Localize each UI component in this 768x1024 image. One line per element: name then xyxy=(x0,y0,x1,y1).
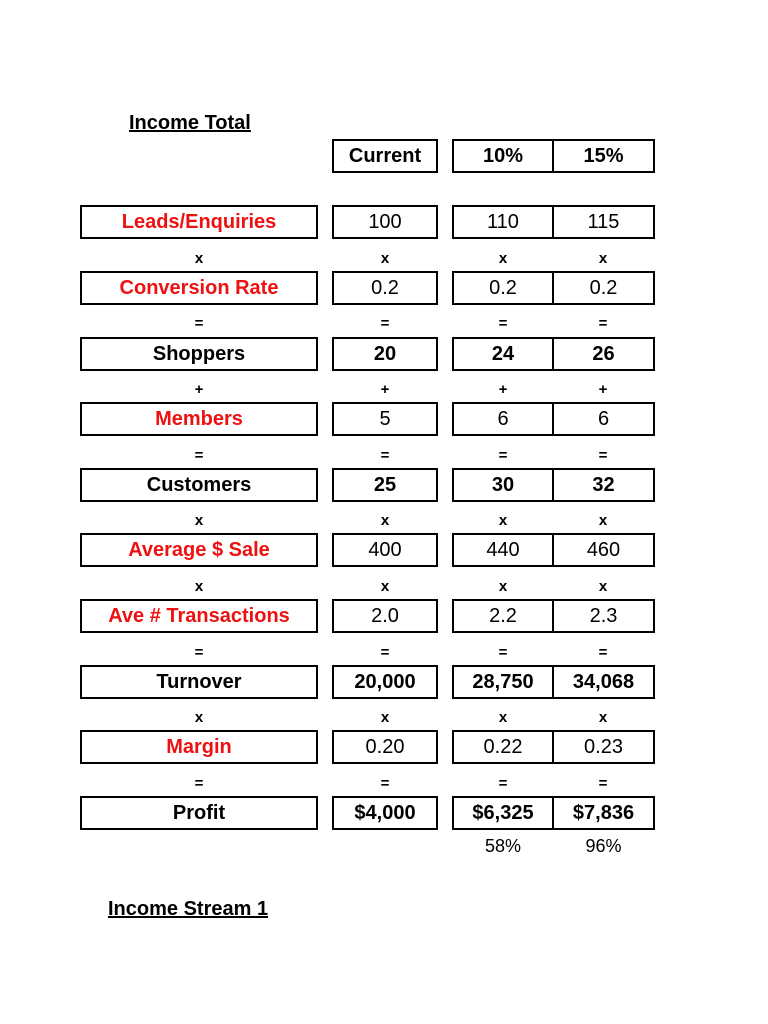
operator-symbol: x xyxy=(194,709,204,726)
row-label-leads-enquiries: Leads/Enquiries xyxy=(80,205,318,239)
value-cell-conversion-rate-col3: 0.2 xyxy=(552,271,655,305)
value-cell-members-col2: 6 xyxy=(452,402,554,436)
operator-symbol: = xyxy=(380,315,390,332)
operator-symbol: = xyxy=(498,644,508,661)
operator-symbol: x xyxy=(194,512,204,529)
operator-symbol: x xyxy=(598,512,608,529)
row-label-customers: Customers xyxy=(80,468,318,502)
operator-symbol: x xyxy=(380,250,390,267)
increase-note-15pct: 96% xyxy=(585,836,622,856)
value-cell-average-sale-col2: 440 xyxy=(452,533,554,567)
operator-symbol: x xyxy=(194,250,204,267)
value-cell-average-sale-col3: 460 xyxy=(552,533,655,567)
value-cell-leads-enquiries-col1: 100 xyxy=(332,205,438,239)
operator-symbol: + xyxy=(380,381,390,398)
operator-symbol: = xyxy=(194,447,204,464)
column-header-current: Current xyxy=(332,139,438,173)
row-label-members: Members xyxy=(80,402,318,436)
operator-symbol: x xyxy=(380,512,390,529)
row-label-profit: Profit xyxy=(80,796,318,830)
operator-symbol: = xyxy=(598,315,608,332)
value-cell-customers-col2: 30 xyxy=(452,468,554,502)
value-cell-shoppers-col1: 20 xyxy=(332,337,438,371)
value-cell-leads-enquiries-col2: 110 xyxy=(452,205,554,239)
row-label-shoppers: Shoppers xyxy=(80,337,318,371)
operator-symbol: = xyxy=(498,447,508,464)
operator-symbol: = xyxy=(380,775,390,792)
operator-symbol: x xyxy=(598,709,608,726)
value-cell-margin-col2: 0.22 xyxy=(452,730,554,764)
operator-symbol: = xyxy=(598,447,608,464)
operator-symbol: x xyxy=(194,578,204,595)
value-cell-conversion-rate-col2: 0.2 xyxy=(452,271,554,305)
operator-symbol: = xyxy=(498,315,508,332)
value-cell-profit-col2: $6,325 xyxy=(452,796,554,830)
operator-symbol: = xyxy=(380,447,390,464)
increase-note-10pct: 58% xyxy=(484,836,522,856)
value-cell-ave-transactions-col3: 2.3 xyxy=(552,599,655,633)
operator-symbol: = xyxy=(194,644,204,661)
value-cell-conversion-rate-col1: 0.2 xyxy=(332,271,438,305)
operator-symbol: x xyxy=(498,250,508,267)
operator-symbol: x xyxy=(598,578,608,595)
value-cell-ave-transactions-col2: 2.2 xyxy=(452,599,554,633)
operator-symbol: x xyxy=(380,578,390,595)
row-label-turnover: Turnover xyxy=(80,665,318,699)
value-cell-ave-transactions-col1: 2.0 xyxy=(332,599,438,633)
operator-symbol: = xyxy=(194,775,204,792)
value-cell-margin-col1: 0.20 xyxy=(332,730,438,764)
operator-symbol: = xyxy=(598,775,608,792)
row-label-ave-transactions: Ave # Transactions xyxy=(80,599,318,633)
value-cell-shoppers-col3: 26 xyxy=(552,337,655,371)
operator-symbol: x xyxy=(380,709,390,726)
value-cell-customers-col1: 25 xyxy=(332,468,438,502)
operator-symbol: = xyxy=(598,644,608,661)
value-cell-members-col3: 6 xyxy=(552,402,655,436)
value-cell-leads-enquiries-col3: 115 xyxy=(552,205,655,239)
row-label-average-sale: Average $ Sale xyxy=(80,533,318,567)
value-cell-profit-col3: $7,836 xyxy=(552,796,655,830)
value-cell-turnover-col1: 20,000 xyxy=(332,665,438,699)
operator-symbol: = xyxy=(194,315,204,332)
operator-symbol: x xyxy=(498,578,508,595)
value-cell-turnover-col3: 34,068 xyxy=(552,665,655,699)
column-header-10pct: 10% xyxy=(452,139,554,173)
value-cell-margin-col3: 0.23 xyxy=(552,730,655,764)
operator-symbol: = xyxy=(380,644,390,661)
operator-symbol: = xyxy=(498,775,508,792)
operator-symbol: + xyxy=(194,381,204,398)
operator-symbol: x xyxy=(498,512,508,529)
income-total-heading: Income Total xyxy=(129,112,251,134)
value-cell-customers-col3: 32 xyxy=(552,468,655,502)
value-cell-turnover-col2: 28,750 xyxy=(452,665,554,699)
value-cell-profit-col1: $4,000 xyxy=(332,796,438,830)
operator-symbol: + xyxy=(598,381,608,398)
operator-symbol: + xyxy=(498,381,508,398)
operator-symbol: x xyxy=(498,709,508,726)
row-label-conversion-rate: Conversion Rate xyxy=(80,271,318,305)
income-stream-1-heading: Income Stream 1 xyxy=(108,898,269,920)
column-header-15pct: 15% xyxy=(552,139,655,173)
operator-symbol: x xyxy=(598,250,608,267)
value-cell-members-col1: 5 xyxy=(332,402,438,436)
value-cell-average-sale-col1: 400 xyxy=(332,533,438,567)
row-label-margin: Margin xyxy=(80,730,318,764)
value-cell-shoppers-col2: 24 xyxy=(452,337,554,371)
